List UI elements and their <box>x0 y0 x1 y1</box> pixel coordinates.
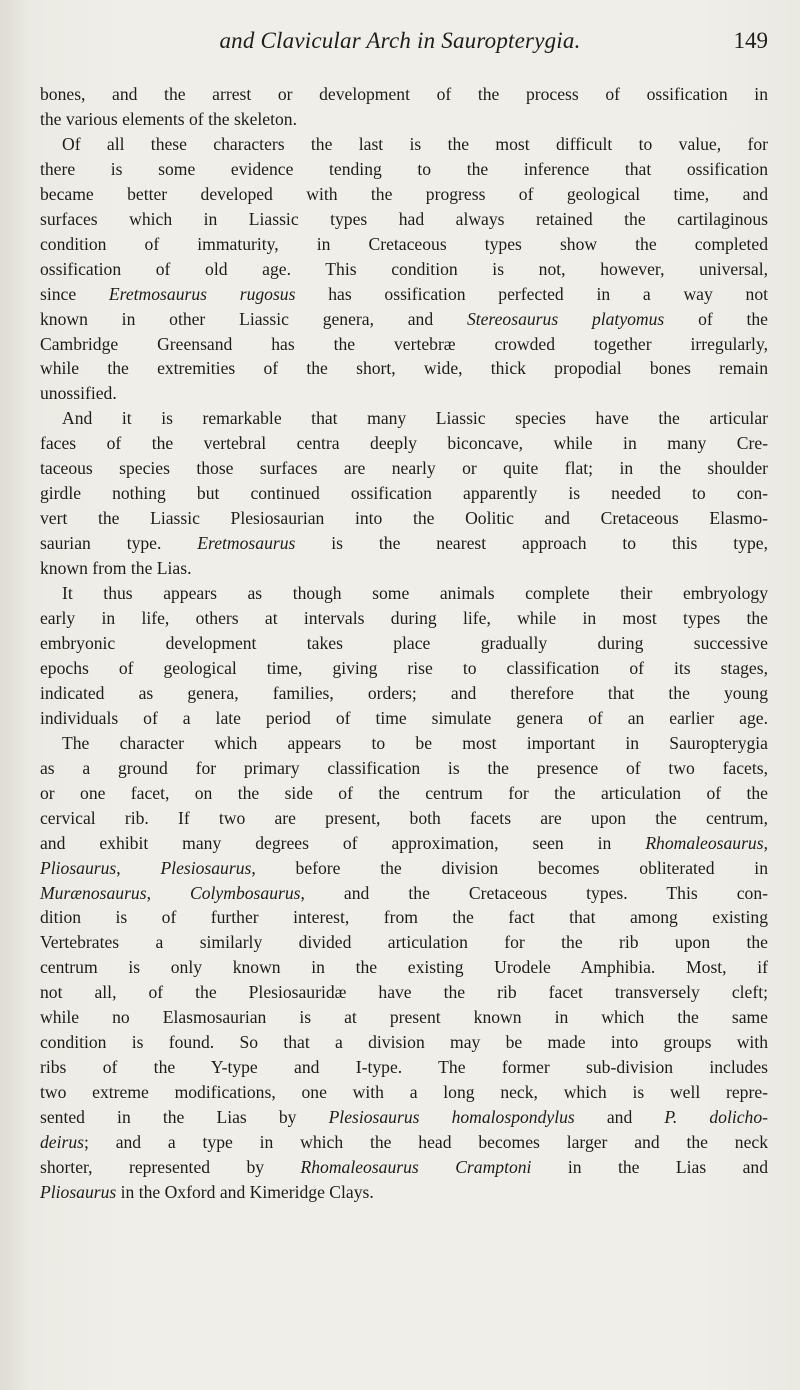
text-line: two extreme modifications, one with a long neck, which is well repre- <box>40 1082 768 1103</box>
text-line: surfaces which in Liassic types had always retained the cartilaginous <box>40 208 768 229</box>
text-line: known in other Liassic genera, and Stereosaurus platyomus of the <box>40 308 768 329</box>
text-line: shorter, represented by Rhomaleosaurus Cramptoni in the Lias and <box>40 1156 769 1177</box>
text-line: condition is found. So that a division may be made into groups with <box>40 1032 768 1053</box>
text-line: sented in the Lias by Plesiosaurus homalospondylus and P. dolicho- <box>40 1107 768 1128</box>
text-line: faces of the vertebral centra deeply biconcave, while in many Cre- <box>40 433 768 454</box>
body-text <box>40 82 768 1205</box>
text-line: cervical rib. If two are present, both facets are upon the centrum, <box>40 807 768 828</box>
text-line: ossification of old age. This condition is not, however, universal, <box>40 258 768 279</box>
text-line: embryonic development takes place gradually during successive <box>40 632 768 653</box>
text-line: became better developed with the progress of geological time, and <box>40 183 768 204</box>
text-line: girdle nothing but continued ossification apparently is needed to con- <box>40 483 768 504</box>
text-line: taceous species those surfaces are nearly or quite flat; in the shoulder <box>40 458 768 479</box>
text-line: indicated as genera, families, orders; and therefore that the young <box>40 682 768 703</box>
text-line: ribs of the Y-type and I-type. The former sub-division includes <box>40 1057 768 1078</box>
text-line: since Eretmosaurus rugosus has ossification perfected in a way not <box>40 283 769 304</box>
text-line: or one facet, on the side of the centrum for the articulation of the <box>40 782 768 803</box>
text-line: while no Elasmosaurian is at present known in which the same <box>40 1007 768 1028</box>
text-line: and exhibit many degrees of approximation, seen in Rhomaleosaurus, <box>40 832 768 853</box>
text-line: condition of immaturity, in Cretaceous types show the completed <box>40 233 768 254</box>
text-line: unossified. <box>40 383 117 404</box>
text-line: epochs of geological time, giving rise to classification of its stages, <box>40 657 768 678</box>
text-line: Vertebrates a similarly divided articulation for the rib upon the <box>40 932 768 953</box>
text-line: there is some evidence tending to the inference that ossification <box>40 158 768 179</box>
text-line: Murænosaurus, Colymbosaurus, and the Cretaceous types. This con- <box>40 882 768 903</box>
text-line: deirus; and a type in which the head becomes larger and the neck <box>40 1132 768 1153</box>
text-line: known from the Lias. <box>40 558 192 579</box>
text-line: individuals of a late period of time simulate genera of an earlier age. <box>40 707 768 728</box>
text-line: And it is remarkable that many Liassic species have the articular <box>62 408 768 429</box>
page-number: 149 <box>733 28 768 53</box>
text-line: bones, and the arrest or development of the process of ossification in <box>40 84 768 104</box>
text-line: as a ground for primary classification is the presence of two facets, <box>40 757 768 778</box>
text-line: The character which appears to be most important in Sauropterygia <box>62 732 768 753</box>
text-line: It thus appears as though some animals complete their embryology <box>62 583 768 604</box>
text-line: centrum is only known in the existing Urodele Amphibia. Most, if <box>40 957 768 978</box>
text-line: vert the Liassic Plesiosaurian into the Oolitic and Cretaceous Elasmo- <box>40 508 768 529</box>
text-line: dition is of further interest, from the fact that among existing <box>40 907 768 928</box>
text-line: Of all these characters the last is the most difficult to value, for <box>62 133 768 154</box>
text-line: Pliosaurus in the Oxford and Kimeridge Clays. <box>40 1181 374 1202</box>
text-line: Cambridge Greensand has the vertebræ crowded together irregularly, <box>40 333 768 354</box>
page-header <box>0 20 800 60</box>
text-line: early in life, others at intervals during life, while in most types the <box>40 608 768 629</box>
text-line: not all, of the Plesiosauridæ have the rib facet transversely cleft; <box>40 982 768 1003</box>
text-line: Pliosaurus, Plesiosaurus, before the division becomes obliterated in <box>40 857 768 878</box>
text-line: while the extremities of the short, wide, thick propodial bones remain <box>40 358 768 379</box>
text-line: saurian type. Eretmosaurus is the nearest approach to this type, <box>40 533 768 554</box>
running-title: and Clavicular Arch in Sauropterygia. <box>219 28 581 53</box>
text-line: the various elements of the skeleton. <box>40 108 297 129</box>
